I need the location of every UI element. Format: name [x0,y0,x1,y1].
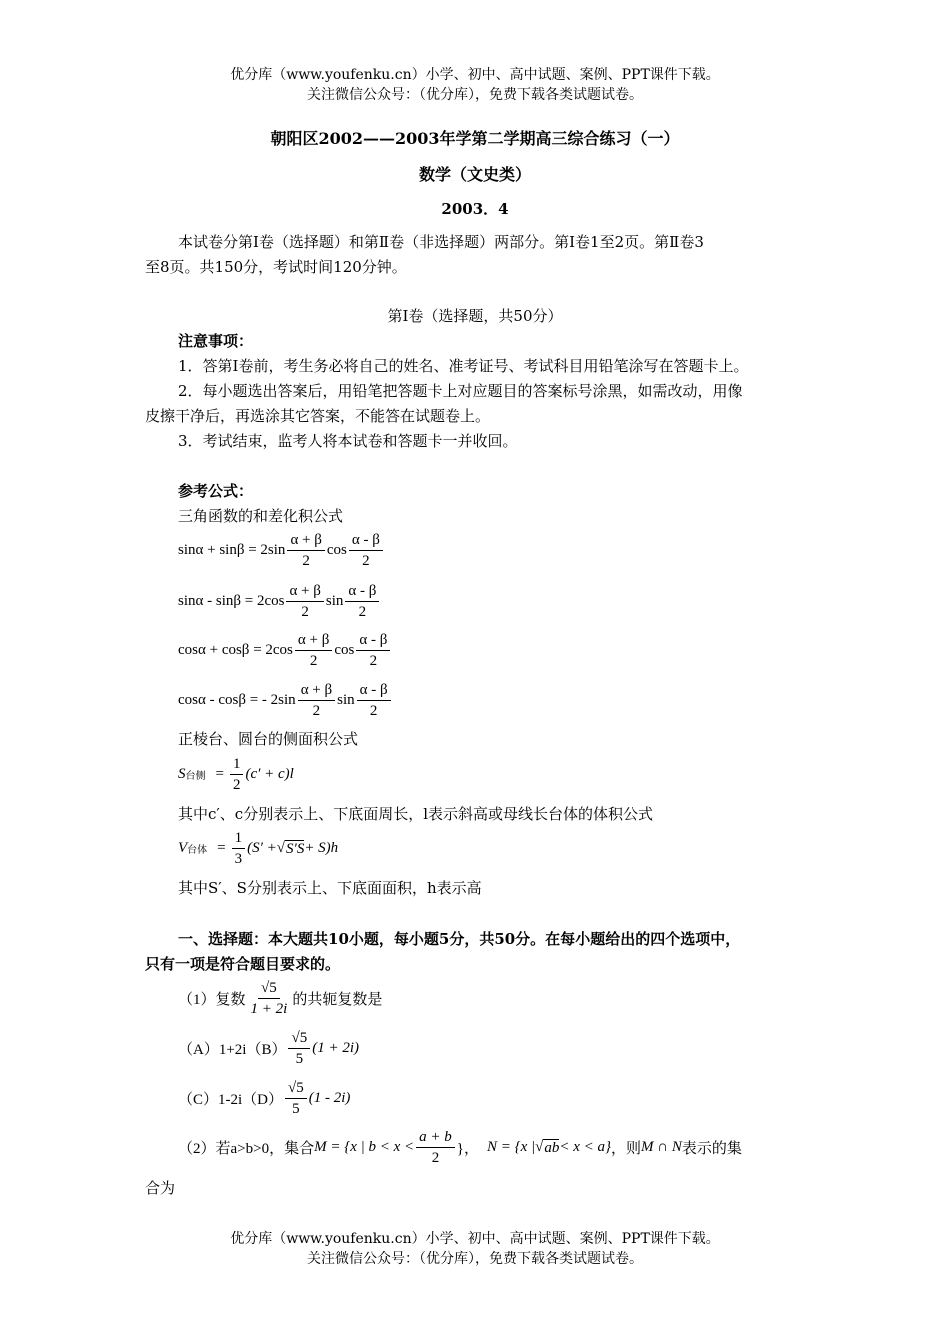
q1-option-a: （A）1+2i（B） [178,1042,287,1058]
fraction-den: 2 [301,604,309,620]
q2-stem-mid: ，则 [611,1141,642,1157]
equals-sign: = [215,766,224,782]
q2-stem-end: 表示的集 [681,1141,742,1157]
header-line-2: 关注微信公众号：（优分库），免费下载各类试题试卷。 [307,87,643,103]
fraction [416,1127,455,1168]
fraction [286,581,323,622]
intro-line-2: 至8页。共150分，考试时间120分钟。 [145,258,407,276]
exam-title: 朝阳区2002——2003年学第二学期高三综合练习（一） [270,129,680,148]
fraction-num: 1 [230,754,244,775]
q2-set-m-pre: M = {x | b < x < [314,1139,415,1155]
formula-sum-cos [178,630,392,671]
fraction-den: 1 + 2i [250,1001,288,1017]
exam-subject: 数学（文史类） [418,165,531,184]
fraction-den: 2 [431,1150,440,1166]
fraction-num: √5 [288,1028,310,1049]
formula-func: sin [325,593,344,609]
q2-intersection: M ∩ N [641,1139,682,1155]
volume-open: (S′ + [247,840,277,856]
formula-title: 参考公式： [178,482,254,500]
fraction-num: α - β [349,530,383,551]
fraction-num: a + b [416,1127,455,1148]
formula-lhs: cosα + cosβ = 2cos [178,642,293,658]
fraction [288,1028,310,1069]
header-line-1: 优分库（www.youfenku.cn）小学、初中、高中试题、案例、PPT课件下载。 [230,67,720,83]
section1-line-2: 只有一项是符合题目要求的。 [145,955,341,973]
q2-set-m-post: }， [456,1141,479,1157]
fraction-num: α + β [295,630,332,651]
fraction-den: 2 [312,703,321,719]
fraction [232,828,246,869]
q2-set-n-post: < x < a} [559,1139,612,1155]
q1-option-d-tail: (1 - 2i) [308,1090,351,1106]
q1-stem-post: 的共轭复数是 [292,992,383,1008]
fraction [230,754,244,795]
volume-close: + S)h [304,840,339,856]
notice-2b: 皮擦干净后，再选涂其它答案，不能答在试题卷上。 [145,407,491,425]
volume-note: 其中S′、S分别表示上、下底面面积，h表示高 [178,879,482,897]
fraction-den: 3 [234,851,243,867]
fraction-num: 1 [232,828,246,849]
question-2-stem [178,1127,742,1168]
formula-diff-sin [178,581,381,622]
fraction-num: α - β [356,630,390,651]
q1-stem-pre: （1）复数 [178,992,246,1008]
q2-stem-pre: （2）若a>b>0，集合 [178,1141,315,1157]
fraction-num: α + β [286,581,323,602]
fraction-den: 2 [358,604,367,620]
fraction-den: 5 [292,1101,300,1117]
q2-set-n-pre: N = {x | [486,1139,536,1155]
q2-set-n-sqrt: ab [544,1139,560,1156]
fraction-num: α - β [357,680,391,701]
q1-option-b-tail: (1 + 2i) [312,1040,359,1056]
footer-line-2: 关注微信公众号：（优分库），免费下载各类试题试卷。 [307,1251,643,1267]
fraction [345,581,379,622]
formula-lateral-area [178,754,294,795]
fraction [349,530,383,571]
sqrt-icon: √ [535,1139,544,1155]
fraction-num: √5 [258,978,280,999]
fraction-den: 2 [232,777,241,793]
volume-sqrt: S′S [286,840,305,857]
fraction-den: 5 [295,1051,304,1067]
fraction-num: α - β [345,581,379,602]
fraction-num: α + β [287,530,324,551]
notice-3: 3．考试结束，监考人将本试卷和答题卡一并收回。 [178,432,518,450]
formula-func: cos [326,542,347,558]
notice-2a: 2．每小题选出答案后，用铅笔把答题卡上对应题目的答案标号涂黑，如需改动，用像 [178,382,743,400]
fraction [295,630,332,671]
formula-sum-sin [178,530,385,571]
fraction-den: 2 [362,553,370,569]
formula-lhs: sinα + sinβ = 2sin [178,542,286,558]
formula-func: cos [334,642,355,658]
footer-line-1: 优分库（www.youfenku.cn）小学、初中、高中试题、案例、PPT课件下载。 [230,1231,720,1247]
fraction [357,680,391,721]
fraction-num: α + β [298,680,335,701]
formula-func: sin [337,692,355,708]
lateral-note: 其中c′、c分别表示上、下底面周长，l表示斜高或母线长台体的体积公式 [178,805,654,823]
v-letter: V [178,840,188,856]
fraction-den: 2 [302,553,310,569]
v-subscript: 台体 [187,845,208,856]
s-subscript: 台侧 [185,771,206,782]
fraction [287,530,324,571]
fraction [285,1078,307,1119]
trig-title: 三角函数的和差化积公式 [178,507,344,525]
fraction [356,630,390,671]
equals-sign: = [217,840,226,856]
notice-1: 1．答第Ⅰ卷前，考生务必将自己的姓名、准考证号、考试科目用铅笔涂写在答题卡上。 [178,357,749,375]
section1-line-1: 一、选择题：本大题共10小题，每小题5分，共50分。在每小题给出的四个选项中， [178,930,741,948]
exam-date: 2003．4 [441,200,509,218]
lateral-rhs: (c′ + c)l [245,766,294,782]
fraction-den: 2 [369,703,378,719]
fraction-num: √5 [285,1078,307,1099]
q2-line-2: 合为 [145,1179,176,1197]
formula-lhs: sinα - sinβ = 2cos [178,593,285,609]
fraction-den: 2 [369,653,378,669]
formula-volume [178,828,338,869]
formula-lhs: cosα - cosβ = - 2sin [178,692,296,708]
s-letter: S [178,766,186,782]
question-1-options-ab [178,1028,359,1069]
q1-option-c: （C）1-2i（D） [178,1092,284,1108]
part1-heading: 第Ⅰ卷（选择题，共50分） [387,307,563,325]
lateral-title: 正棱台、圆台的侧面积公式 [178,730,359,748]
sqrt-icon: √ [276,840,286,856]
formula-diff-cos [178,680,393,721]
fraction-den: 2 [309,653,318,669]
question-1-options-cd [178,1078,350,1119]
intro-line-1: 本试卷分第Ⅰ卷（选择题）和第Ⅱ卷（非选择题）两部分。第Ⅰ卷1至2页。第Ⅱ卷3 [178,233,704,251]
question-1-stem [178,978,382,1019]
fraction [248,978,291,1019]
fraction [298,680,335,721]
notice-title: 注意事项： [178,332,254,350]
